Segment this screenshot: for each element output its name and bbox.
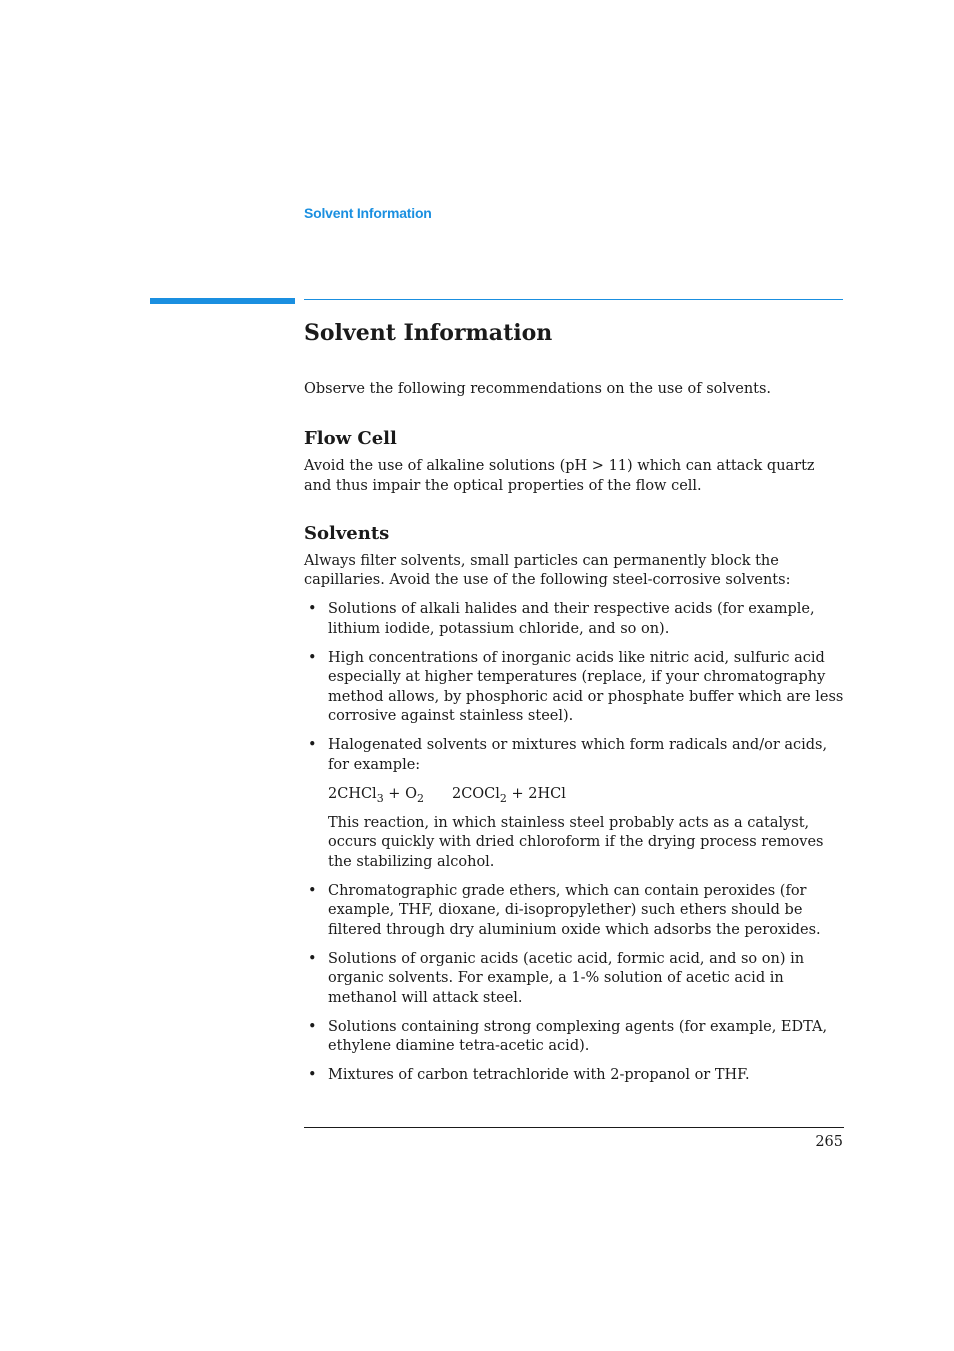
corrosive-solvents-list: [304, 600, 844, 1085]
equation-lhs-a-sub: 3: [376, 791, 384, 805]
page-number: 265: [815, 1134, 843, 1150]
equation-rhs-b: + 2HCl: [506, 785, 566, 802]
equation-rhs-a-sub: 2: [499, 791, 507, 805]
page-content: [304, 318, 844, 1096]
flow-cell-heading: Flow Cell: [304, 428, 397, 450]
list-item: [304, 1018, 844, 1057]
list-item-text: Mixtures of carbon tetrachloride with 2-propanol or THF.: [328, 1067, 750, 1084]
list-item-text: Halogenated solvents or mixtures which form radicals and/or acids, for example:: [328, 737, 828, 773]
flow-cell-paragraph: Avoid the use of alkaline solutions (pH > 11) which can attack quartz and thus impair the optical properties of the flow cell.: [304, 458, 815, 494]
list-item: [304, 600, 844, 639]
solvents-paragraph: Always filter solvents, small particles can permanently block the capillaries. Avoid the use of the following steel-corrosive solvents:: [304, 552, 791, 589]
list-item-text: Solutions containing strong complexing agents (for example, EDTA, ethylene diamine tetra-acetic acid).: [328, 1018, 828, 1055]
solvents-heading: Solvents: [304, 522, 390, 544]
list-item: [304, 649, 844, 726]
running-header: Solvent Information: [304, 205, 432, 221]
list-item-text: Chromatographic grade ethers, which can contain peroxides (for example, THF, dioxane, di-isopropylether) such ethers should be filtered through dry aluminium oxide which adsorbs the peroxides.: [328, 883, 821, 938]
equation-lhs-b-sub: 2: [416, 791, 424, 805]
list-item-text: Solutions of organic acids (acetic acid, formic acid, and so on) in organic solvents. For example, a 1-% solution of acetic acid in methanol will attack steel.: [328, 950, 805, 1006]
equation-note: This reaction, in which stainless steel probably acts as a catalyst, occurs quickly with dried chloroform if the drying process removes the stabilizing alcohol.: [328, 815, 824, 870]
section-marker-bar: [150, 298, 295, 304]
chemical-equation: [328, 785, 844, 804]
equation-rhs-a: 2COCl: [451, 785, 500, 802]
list-item: [304, 1066, 844, 1085]
list-item-text: High concentrations of inorganic acids like nitric acid, sulfuric acid especially at higher temperatures (replace, if your chromatography method allows, by phosphoric acid or phosphate buffer which are less corrosive against stainless steel).: [328, 650, 844, 724]
page-title: Solvent Information: [304, 320, 553, 346]
list-item: [304, 950, 844, 1008]
header-rule: [304, 299, 843, 300]
intro-paragraph: Observe the following recommendations on the use of solvents.: [304, 381, 772, 397]
equation-lhs-a: 2CHCl: [328, 785, 377, 802]
list-item-text: Solutions of alkali halides and their respective acids (for example, lithium iodide, potassium chloride, and so on).: [328, 601, 815, 637]
list-item: [304, 736, 844, 872]
list-item: [304, 882, 844, 940]
equation-lhs-plus: + O: [383, 785, 417, 802]
footer-rule: [304, 1127, 844, 1128]
